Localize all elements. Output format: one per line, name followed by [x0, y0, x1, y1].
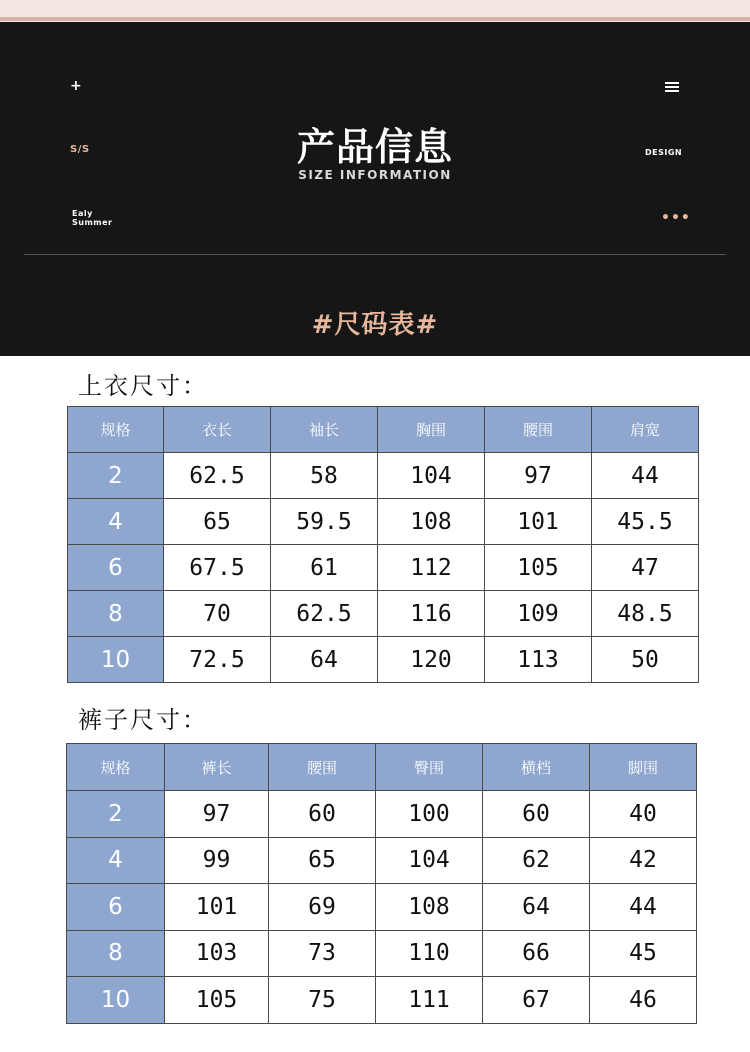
- value-cell: 101: [485, 499, 592, 545]
- table-row: [67, 837, 697, 884]
- design-label: DESIGN: [645, 148, 683, 157]
- table-row: [68, 637, 699, 683]
- table-row: [68, 545, 699, 591]
- column-header: 横档: [483, 744, 590, 791]
- value-cell: 112: [378, 545, 485, 591]
- value-cell: 58: [271, 453, 378, 499]
- size-cell: 4: [67, 837, 165, 884]
- value-cell: 44: [590, 884, 697, 931]
- value-cell: 50: [592, 637, 699, 683]
- value-cell: 104: [378, 453, 485, 499]
- header-banner: [0, 22, 750, 356]
- value-cell: 45: [590, 930, 697, 977]
- value-cell: 40: [590, 791, 697, 838]
- more-dots-icon: •••: [661, 210, 691, 226]
- column-header: 腰围: [485, 407, 592, 453]
- top-size-title: 上衣尺寸：: [78, 372, 208, 400]
- top-accent-bar: [0, 0, 750, 24]
- value-cell: 66: [483, 930, 590, 977]
- table-row: [67, 884, 697, 931]
- top-size-table: [67, 406, 699, 683]
- value-cell: 61: [271, 545, 378, 591]
- season-caption: [72, 209, 113, 227]
- value-cell: 105: [165, 977, 269, 1024]
- value-cell: 60: [269, 791, 376, 838]
- value-cell: 65: [164, 499, 271, 545]
- value-cell: 120: [378, 637, 485, 683]
- size-cell: 4: [68, 499, 164, 545]
- table-row: [67, 791, 697, 838]
- table-header-row: [68, 407, 699, 453]
- value-cell: 45.5: [592, 499, 699, 545]
- table-row: [68, 453, 699, 499]
- value-cell: 104: [376, 837, 483, 884]
- table-row: [67, 930, 697, 977]
- value-cell: 44: [592, 453, 699, 499]
- value-cell: 67.5: [164, 545, 271, 591]
- value-cell: 103: [165, 930, 269, 977]
- value-cell: 97: [165, 791, 269, 838]
- value-cell: 108: [378, 499, 485, 545]
- size-cell: 8: [67, 930, 165, 977]
- column-header: 脚围: [590, 744, 697, 791]
- size-cell: 10: [67, 977, 165, 1024]
- column-header: 规格: [67, 744, 165, 791]
- value-cell: 99: [165, 837, 269, 884]
- value-cell: 70: [164, 591, 271, 637]
- page-title: 产品信息: [296, 125, 453, 169]
- value-cell: 47: [592, 545, 699, 591]
- table-header-row: [67, 744, 697, 791]
- table-row: [68, 591, 699, 637]
- value-cell: 108: [376, 884, 483, 931]
- value-cell: 109: [485, 591, 592, 637]
- value-cell: 42: [590, 837, 697, 884]
- season-caption-line2: Summer: [72, 218, 113, 227]
- value-cell: 113: [485, 637, 592, 683]
- value-cell: 59.5: [271, 499, 378, 545]
- value-cell: 64: [483, 884, 590, 931]
- page-subtitle: SIZE INFORMATION: [298, 168, 452, 182]
- size-cell: 2: [68, 453, 164, 499]
- value-cell: 75: [269, 977, 376, 1024]
- value-cell: 46: [590, 977, 697, 1024]
- size-cell: 6: [68, 545, 164, 591]
- top-accent-line: [0, 17, 750, 21]
- column-header: 裤长: [165, 744, 269, 791]
- value-cell: 65: [269, 837, 376, 884]
- value-cell: 48.5: [592, 591, 699, 637]
- table-row: [68, 499, 699, 545]
- column-header: 胸围: [378, 407, 485, 453]
- pants-size-table: [66, 743, 697, 1024]
- value-cell: 101: [165, 884, 269, 931]
- value-cell: 73: [269, 930, 376, 977]
- pants-size-title: 裤子尺寸：: [78, 706, 208, 734]
- value-cell: 111: [376, 977, 483, 1024]
- column-header: 袖长: [271, 407, 378, 453]
- size-cell: 6: [67, 884, 165, 931]
- value-cell: 97: [485, 453, 592, 499]
- value-cell: 105: [485, 545, 592, 591]
- value-cell: 62: [483, 837, 590, 884]
- column-header: 臀围: [376, 744, 483, 791]
- value-cell: 62.5: [164, 453, 271, 499]
- value-cell: 116: [378, 591, 485, 637]
- column-header: 规格: [68, 407, 164, 453]
- plus-icon: +: [70, 78, 82, 94]
- size-cell: 2: [67, 791, 165, 838]
- banner-divider: [24, 254, 726, 255]
- value-cell: 60: [483, 791, 590, 838]
- value-cell: 110: [376, 930, 483, 977]
- size-chart-title: #尺码表#: [311, 310, 439, 340]
- size-cell: 8: [68, 591, 164, 637]
- table-row: [67, 977, 697, 1024]
- menu-icon: [665, 82, 679, 92]
- column-header: 衣长: [164, 407, 271, 453]
- column-header: 肩宽: [592, 407, 699, 453]
- column-header: 腰围: [269, 744, 376, 791]
- season-caption-line1: Ealy: [72, 209, 93, 218]
- value-cell: 72.5: [164, 637, 271, 683]
- value-cell: 67: [483, 977, 590, 1024]
- value-cell: 62.5: [271, 591, 378, 637]
- size-cell: 10: [68, 637, 164, 683]
- season-label: S/S: [70, 144, 90, 155]
- value-cell: 64: [271, 637, 378, 683]
- value-cell: 69: [269, 884, 376, 931]
- value-cell: 100: [376, 791, 483, 838]
